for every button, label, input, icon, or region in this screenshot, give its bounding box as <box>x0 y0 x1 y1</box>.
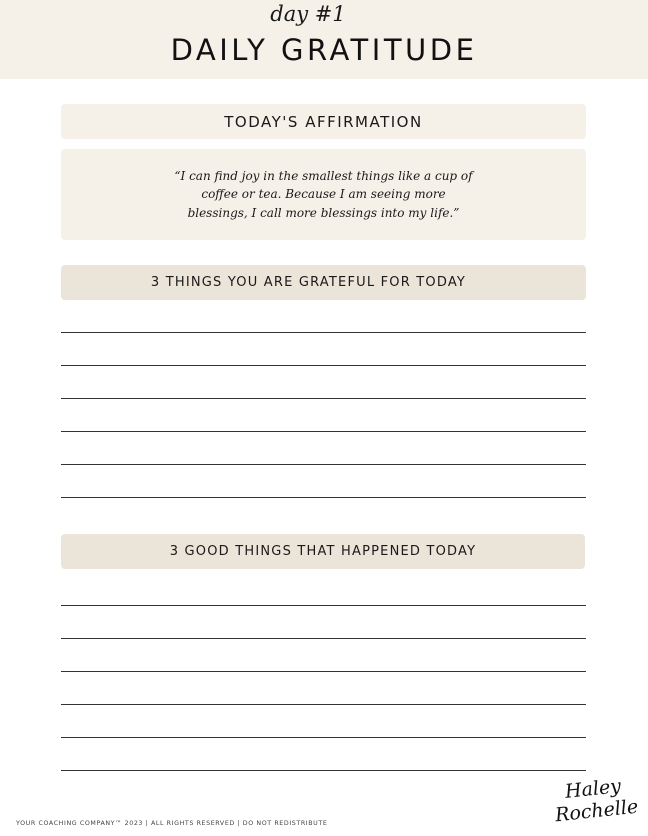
page-title: DAILY GRATITUDE <box>170 33 478 67</box>
good-things-writing-line[interactable] <box>61 704 586 705</box>
good-things-writing-line[interactable] <box>61 638 586 639</box>
good-things-section-heading: 3 GOOD THINGS THAT HAPPENED TODAY <box>61 534 585 569</box>
affirmation-heading: TODAY'S AFFIRMATION <box>61 104 586 139</box>
good-things-writing-line[interactable] <box>61 770 586 771</box>
affirmation-quote: “I can find joy in the smallest things like a cup of coffee or tea. Because I am seeing more blessings, I call more blessings into my life.” <box>174 168 473 220</box>
grateful-writing-line[interactable] <box>61 398 586 399</box>
good-things-writing-line[interactable] <box>61 605 586 606</box>
good-things-writing-line[interactable] <box>61 737 586 738</box>
header-banner <box>0 0 648 79</box>
grateful-writing-line[interactable] <box>61 497 586 498</box>
grateful-writing-line[interactable] <box>61 365 586 366</box>
grateful-section-heading: 3 THINGS YOU ARE GRATEFUL FOR TODAY <box>61 265 586 300</box>
grateful-writing-line[interactable] <box>61 431 586 432</box>
day-label: day #1 <box>270 2 346 26</box>
signature-logo <box>553 775 640 828</box>
footer-copyright: YOUR COACHING COMPANY™ 2023 | ALL RIGHTS RESERVED | DO NOT REDISTRIBUTE <box>16 820 328 827</box>
affirmation-quote-box <box>61 149 586 240</box>
signature-last-name: Rochelle <box>554 795 640 827</box>
good-things-writing-line[interactable] <box>61 671 586 672</box>
signature-first-name: Haley <box>564 775 622 803</box>
grateful-writing-line[interactable] <box>61 464 586 465</box>
grateful-writing-line[interactable] <box>61 332 586 333</box>
